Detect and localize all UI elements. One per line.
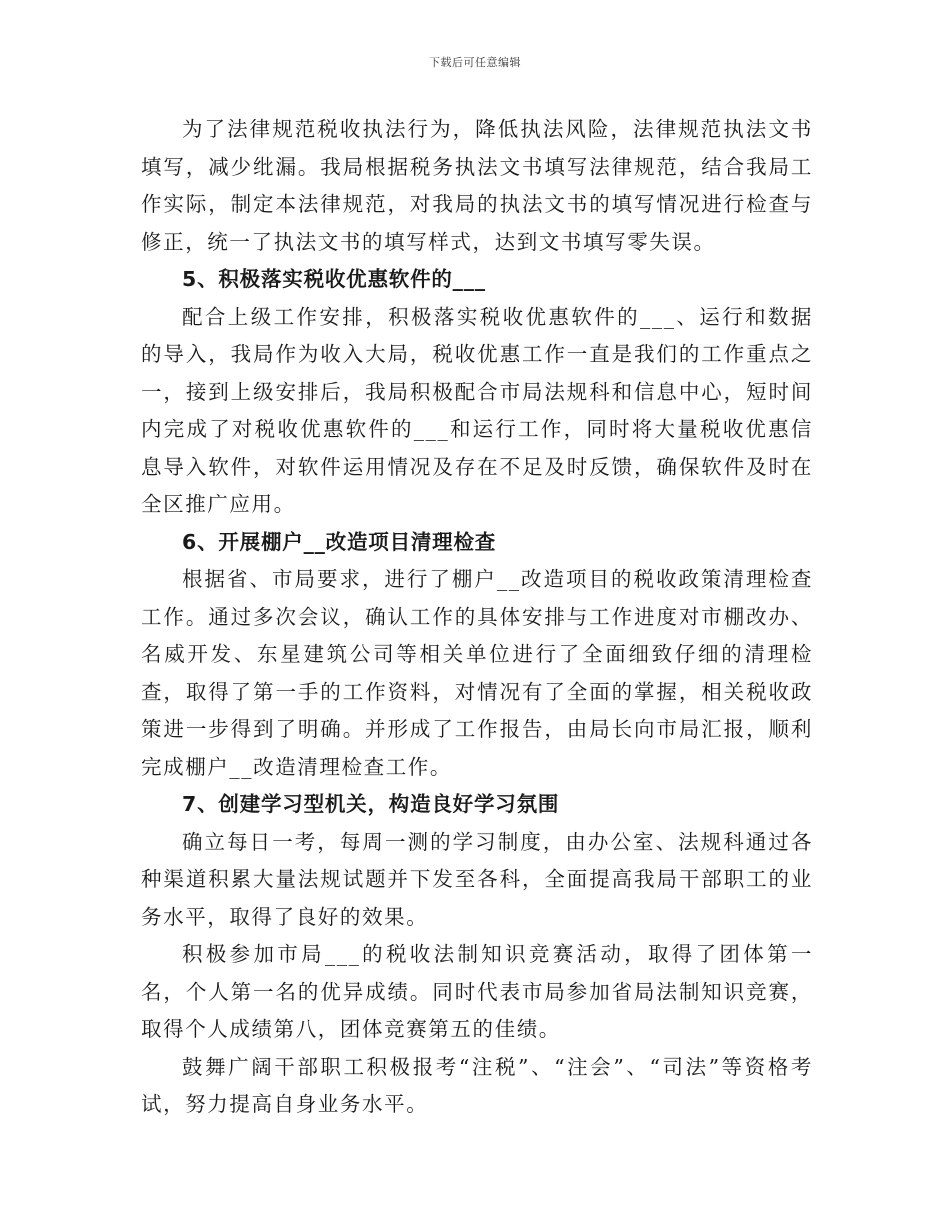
paragraph-study-system: 确立每日一考，每周一测的学习制度，由办公室、法规科通过各种渠道积累大量法规试题并下发至各科，全面提高我局干部职工的业务水平，取得了良好的效果。 — [141, 829, 813, 929]
section-heading-7: 7、创建学习型机关，构造良好学习氛围 — [182, 792, 560, 816]
section-heading-6: 6、开展棚户__改造项目清理检查 — [182, 529, 497, 554]
paragraph-shantytown-inspection: 根据省、市局要求，进行了棚户__改造项目的税收政策清理检查工作。通过多次会议，确认工作的具体安排与工作进度对市棚改办、名威开发、东星建筑公司等相关单位进行了全面细致仔细的清理检查，取得了第一手的工作资料，对情况有了全面的掌握，相关税收政策进一步得到了明确。并形成了工作报告，由局长向市局汇报，顺利完成棚户__改造清理检查工作。 — [141, 567, 813, 779]
page-header-note: 下载后可任意编辑 — [429, 56, 521, 69]
paragraph-legal-standards: 为了法律规范税收执法行为，降低执法风险，法律规范执法文书填写，减少纰漏。我局根据税务执法文书填写法律规范，结合我局工作实际，制定本法律规范，对我局的执法文书的填写情况进行检查与修正，统一了执法文书的填写样式，达到文书填写零失误。 — [141, 117, 813, 254]
paragraph-tax-software: 配合上级工作安排，积极落实税收优惠软件的___、运行和数据的导入，我局作为收入大局，税收优惠工作一直是我们的工作重点之一，接到上级安排后，我局积极配合市局法规科和信息中心，短时间内完成了对税收优惠软件的___和运行工作，同时将大量税收优惠信息导入软件，对软件运用情况及存在不足及时反馈，确保软件及时在全区推广应用。 — [141, 304, 813, 516]
section-heading-5: 5、积极落实税收优惠软件的___ — [182, 267, 486, 291]
paragraph-knowledge-contest: 积极参加市局___的税收法制知识竞赛活动，取得了团体第一名，个人第一名的优异成绩。同时代表市局参加省局法制知识竞赛，取得个人成绩第八，团体竞赛第五的佳绩。 — [141, 942, 813, 1041]
document-body — [141, 111, 813, 1124]
paragraph-qualification-exams: 鼓舞广阔干部职工积极报考“注税”、“注会”、“司法”等资格考试，努力提高自身业务水平。 — [141, 1054, 813, 1116]
